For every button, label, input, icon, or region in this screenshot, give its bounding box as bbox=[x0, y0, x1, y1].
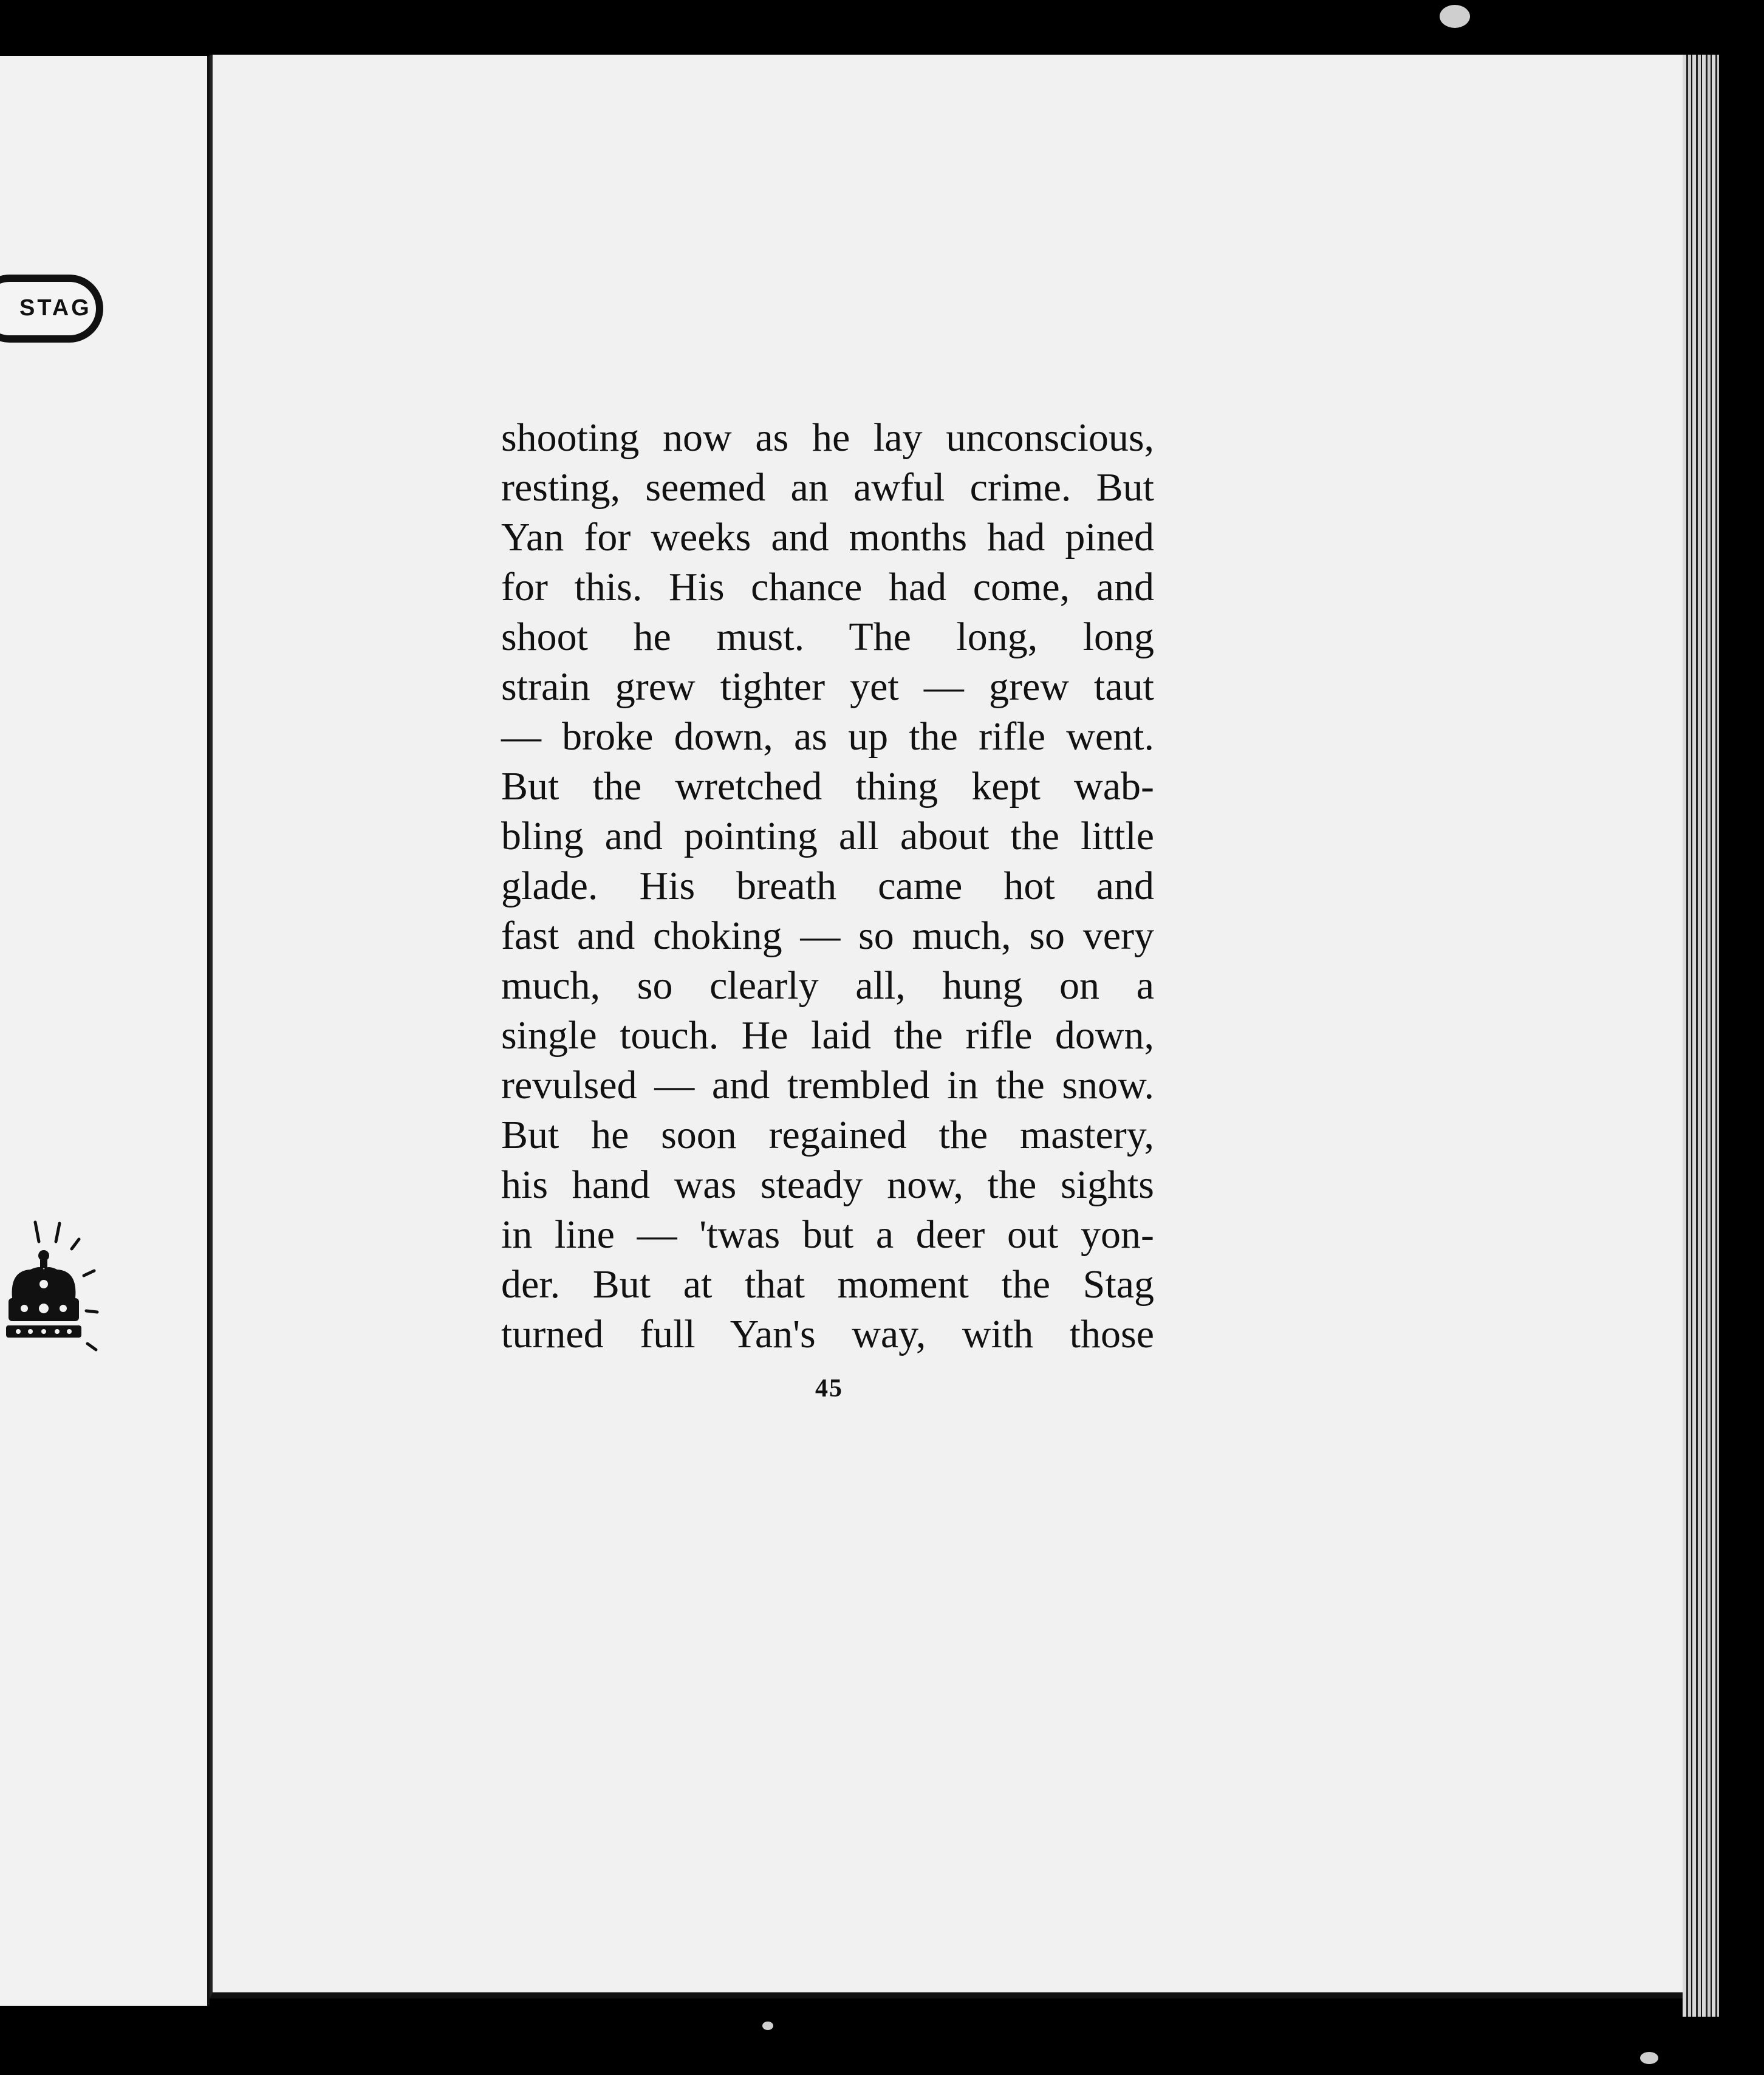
left-page bbox=[0, 56, 210, 2006]
text-line: in line — 'twas but a deer out yon- bbox=[501, 1212, 1154, 1257]
stag-tab-label: STAG bbox=[19, 295, 92, 321]
page-number: 45 bbox=[815, 1375, 843, 1403]
stag-tab bbox=[0, 275, 103, 343]
text-line: turned full Yan's way, with those bbox=[501, 1312, 1154, 1356]
text-line: glade. His breath came hot and bbox=[501, 864, 1154, 908]
text-line: But he soon regained the mastery, bbox=[501, 1113, 1154, 1157]
scan-speck bbox=[1440, 5, 1470, 28]
scan-speck bbox=[1640, 2052, 1658, 2064]
scan-speck bbox=[762, 2022, 773, 2030]
text-line: revulsed — and trembled in the snow. bbox=[501, 1063, 1154, 1107]
text-line: for this. His chance had come, and bbox=[501, 565, 1154, 609]
page-edge bbox=[1683, 55, 1719, 2017]
text-line: strain grew tighter yet — grew taut bbox=[501, 665, 1154, 709]
text-line: Yan for weeks and months had pined bbox=[501, 515, 1154, 559]
text-line: — broke down, as up the rifle went. bbox=[501, 714, 1154, 759]
text-line: single touch. He laid the rifle down, bbox=[501, 1013, 1154, 1058]
text-line: his hand was steady now, the sights bbox=[501, 1163, 1154, 1207]
crown-icon bbox=[0, 1174, 121, 1374]
text-line: der. But at that moment the Stag bbox=[501, 1262, 1154, 1307]
body-text bbox=[501, 413, 1154, 1359]
text-line: But the wretched thing kept wab- bbox=[501, 764, 1154, 808]
text-line: much, so clearly all, hung on a bbox=[501, 963, 1154, 1008]
text-line: shoot he must. The long, long bbox=[501, 615, 1154, 659]
text-line: bling and pointing all about the little bbox=[501, 814, 1154, 858]
text-line: shooting now as he lay unconscious, bbox=[501, 415, 1154, 460]
text-line: resting, seemed an awful crime. But bbox=[501, 465, 1154, 510]
text-line: fast and choking — so much, so very bbox=[501, 914, 1154, 958]
